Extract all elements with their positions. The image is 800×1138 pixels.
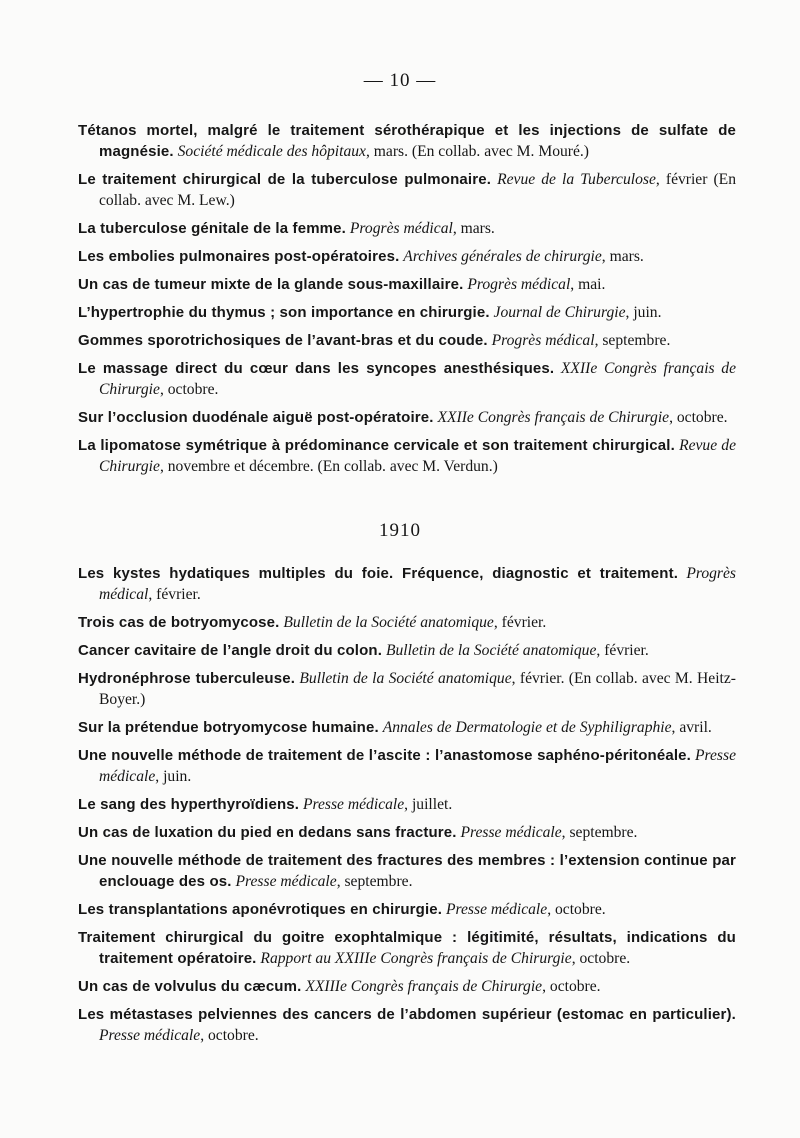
entry-title: Les métastases pelviennes des cancers de l’abdomen supérieur (estomac en particulier). [78,1006,736,1023]
entry-title: Un cas de luxation du pied en dedans sans fracture. [78,824,457,841]
entry-detail: , octobre. [542,978,601,995]
entry-detail: , octobre. [571,950,631,967]
list-item [78,435,736,477]
list-item [78,850,736,892]
entry-detail: , février. [596,642,649,659]
entry-title: Traitement chirurgical du goitre exophtalmique : légitimité, résultats, indications du traitement opératoire. [78,929,736,967]
list-item [78,822,736,843]
entry-source: Revue de la Tuberculose [497,171,656,188]
entry-detail: , février (En collab. avec M. Lew.) [99,171,737,209]
entry-source: Journal de Chirurgie [493,304,626,321]
entry-source: XXIIe Congrès français de Chirurgie [437,409,670,426]
entry-detail: , février. [493,614,547,631]
entry-title: L’hypertrophie du thymus ; son importance en chirurgie. [78,304,490,321]
page-number: — 10 — [363,70,437,91]
entry-title: La lipomatose symétrique à prédominance cervicale et son traitement chirurgical. [78,437,675,454]
entry-detail: , octobre. [669,409,728,426]
entry-detail: , octobre. [159,381,219,398]
entry-source: Presse médicale [460,824,562,841]
entry-source: Bulletin de la Société anatomique [283,614,494,631]
entry-source: Rapport au XXIIIe Congrès français de Chirurgie [260,950,572,967]
entry-title: Trois cas de botryomycose. [78,614,280,631]
entry-title: Hydronéphrose tuberculeuse. [78,670,296,687]
entry-source: Presse médicale [99,747,736,785]
entry-title: Sur la prétendue botryomycose humaine. [78,719,379,736]
entry-source: Annales de Dermatologie et de Syphiligraphie [382,719,672,736]
entry-detail: , juin. [625,304,662,321]
entry-source: Société médicale des hôpitaux [177,143,366,160]
entry-title: Sur l’occlusion duodénale aiguë post-opératoire. [78,409,434,426]
list-item [78,612,736,633]
entry-source: Progrès médical [467,276,571,293]
entry-title: Un cas de volvulus du cæcum. [78,978,302,995]
list-item [78,218,736,239]
entry-title: Une nouvelle méthode de traitement de l’ascite : l’anastomose saphéno-péritonéale. [78,747,691,764]
list-item [78,899,736,920]
year-heading: 1910 [379,520,421,541]
entry-title: Une nouvelle méthode de traitement des fractures des membres : l’extension continue par enclouage des os. [78,852,736,890]
list-item [78,563,736,605]
list-item [78,976,736,997]
entry-title: Le traitement chirurgical de la tuberculose pulmonaire. [78,171,492,188]
entry-title: Les transplantations aponévrotiques en chirurgie. [78,901,443,918]
entry-source: Progrès médical [99,565,736,603]
list-item [78,794,736,815]
entry-detail: , mars. (En collab. avec M. Mouré.) [365,143,589,160]
entry-source: Revue de Chirurgie [99,437,737,475]
entry-source: Presse médicale [302,796,405,813]
list-item [78,120,736,162]
entry-detail: , juin. [155,768,192,785]
list-item [78,358,736,400]
entry-source: Progrès médical [349,220,453,237]
entry-title: Gommes sporotrichosiques de l’avant-bras et du coude. [78,332,488,349]
entry-detail: , mars. [601,248,644,265]
entry-source: Presse médicale [99,1027,201,1044]
entry-detail: , février. [148,586,201,603]
entry-title: La tuberculose génitale de la femme. [78,220,346,237]
entry-source: Presse médicale [446,901,548,918]
entry-source: Presse médicale [235,873,337,890]
entry-source: Archives générales de chirurgie [403,248,602,265]
list-item [78,1004,736,1046]
publications-list-1909 [78,120,736,484]
entry-title: Cancer cavitaire de l’angle droit du colon. [78,642,383,659]
list-item [78,302,736,323]
list-item [78,717,736,738]
entry-source: Bulletin de la Société anatomique [385,642,597,659]
entry-source: Bulletin de la Société anatomique [299,670,512,687]
entry-detail: , avril. [671,719,712,736]
list-item [78,927,736,969]
entry-title: Les embolies pulmonaires post-opératoires. [78,248,400,265]
list-item [78,246,736,267]
entry-source: Progrès médical [491,332,595,349]
list-item [78,407,736,428]
entry-detail: , septembre. [336,873,413,890]
list-item [78,169,736,211]
entry-source: XXIIIe Congrès français de Chirurgie [305,978,543,995]
entry-detail: , mars. [452,220,495,237]
list-item [78,330,736,351]
list-item [78,745,736,787]
entry-detail: , février. (En collab. avec M. Heitz-Boyer.) [99,670,736,708]
entry-detail: , novembre et décembre. (En collab. avec M. Verdun.) [159,458,498,475]
entry-title: Un cas de tumeur mixte de la glande sous-maxillaire. [78,276,464,293]
entry-detail: , juillet. [404,796,453,813]
entry-source: XXIIe Congrès français de Chirurgie [99,360,737,398]
list-item [78,668,736,710]
entry-title: Le massage direct du cœur dans les syncopes anesthésiques. [78,360,555,377]
entry-detail: , octobre. [200,1027,259,1044]
list-item [78,274,736,295]
entry-title: Le sang des hyperthyroïdiens. [78,796,300,813]
publications-list-1910 [78,563,736,1053]
entry-detail: , octobre. [547,901,606,918]
entry-title: Tétanos mortel, malgré le traitement sérothérapique et les injections de sulfate de magnésie. [78,122,736,160]
list-item [78,640,736,661]
entry-title: Les kystes hydatiques multiples du foie. Fréquence, diagnostic et traitement. [78,565,679,582]
entry-detail: , mai. [570,276,606,293]
entry-detail: , septembre. [594,332,671,349]
entry-detail: , septembre. [561,824,638,841]
